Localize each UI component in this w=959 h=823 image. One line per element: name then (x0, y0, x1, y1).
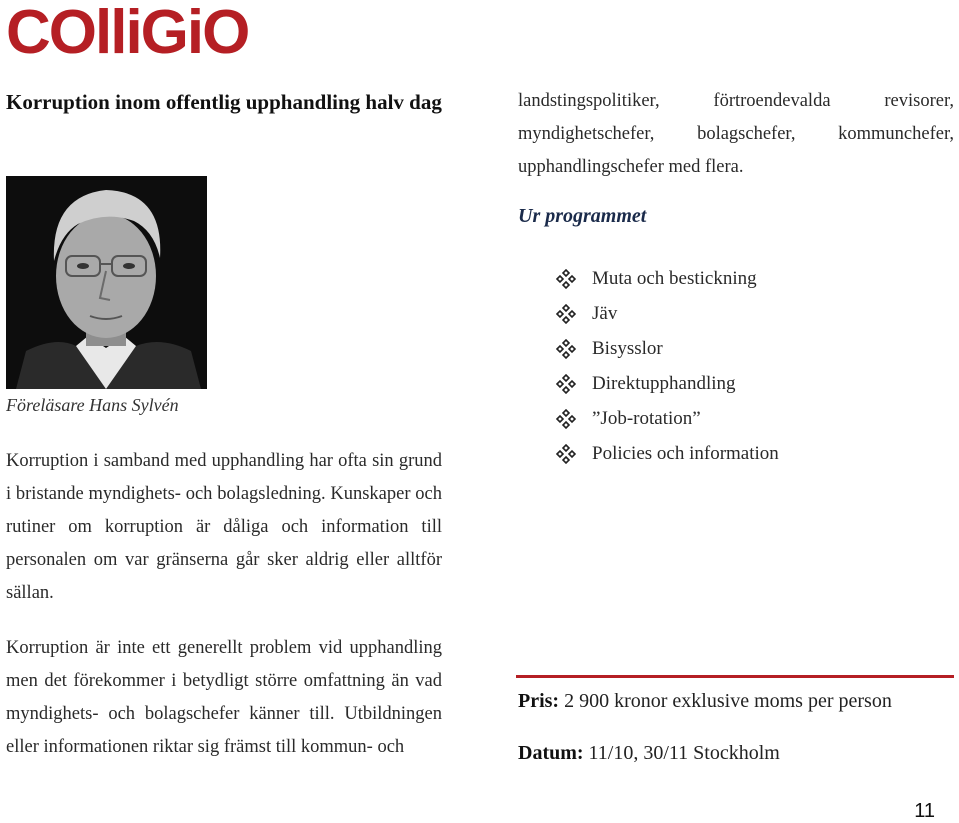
accent-divider (516, 675, 954, 678)
price-line (518, 690, 892, 713)
diamond-bullet-icon (556, 304, 576, 324)
program-item-label: Direktupphandling (592, 373, 736, 394)
portrait-photo-icon (6, 176, 207, 389)
page-number: 11 (914, 800, 935, 822)
program-item (556, 261, 779, 296)
diamond-bullet-icon (556, 339, 576, 359)
program-item-label: Bisysslor (592, 338, 663, 359)
lecturer-photo (6, 176, 207, 389)
diamond-bullet-icon (556, 444, 576, 464)
body-paragraph-3: landstingspolitiker, förtroendevalda revisorer, myndighetschefer, bolagschefer, kommunchefer, upphandlingschefer med flera. (518, 91, 954, 177)
lecturer-caption: Föreläsare Hans Sylvén (6, 395, 179, 415)
program-item (556, 401, 779, 436)
colligio-logo: COlliGiO (6, 0, 249, 67)
program-item (556, 436, 779, 471)
program-list (556, 261, 779, 471)
date-line (518, 742, 780, 765)
course-title: Korruption inom offentlig upphandling halv dag (6, 90, 442, 114)
program-item-label: Jäv (592, 303, 618, 324)
date-label: Datum: (518, 742, 584, 764)
date-value: 11/10, 30/11 Stockholm (588, 742, 780, 764)
price-label: Pris: (518, 690, 560, 712)
program-item (556, 331, 779, 366)
program-item (556, 296, 779, 331)
program-item-label: Muta och bestickning (592, 268, 757, 289)
price-value: 2 900 kronor exklusive moms per person (564, 690, 892, 712)
program-heading: Ur programmet (518, 205, 647, 227)
diamond-bullet-icon (556, 374, 576, 394)
program-item-label: Policies och information (592, 443, 779, 464)
diamond-bullet-icon (556, 409, 576, 429)
program-item-label: ”Job-rotation” (592, 408, 701, 429)
diamond-bullet-icon (556, 269, 576, 289)
program-item (556, 366, 779, 401)
body-paragraph-1: Korruption i samband med upphandling har ofta sin grund i bristande myndighets- och bolagsledning. Kunskaper och rutiner om korruption är dåliga och information till personalen om var gränserna går sker aldrig eller alltför sällan. (6, 451, 442, 603)
body-paragraph-2: Korruption är inte ett generellt problem vid upphandling men det förekommer i betydligt större omfattning än vad myndighets- och bolagschefer känner till. Utbildningen eller informationen riktar sig främst till kommun- och (6, 638, 442, 757)
